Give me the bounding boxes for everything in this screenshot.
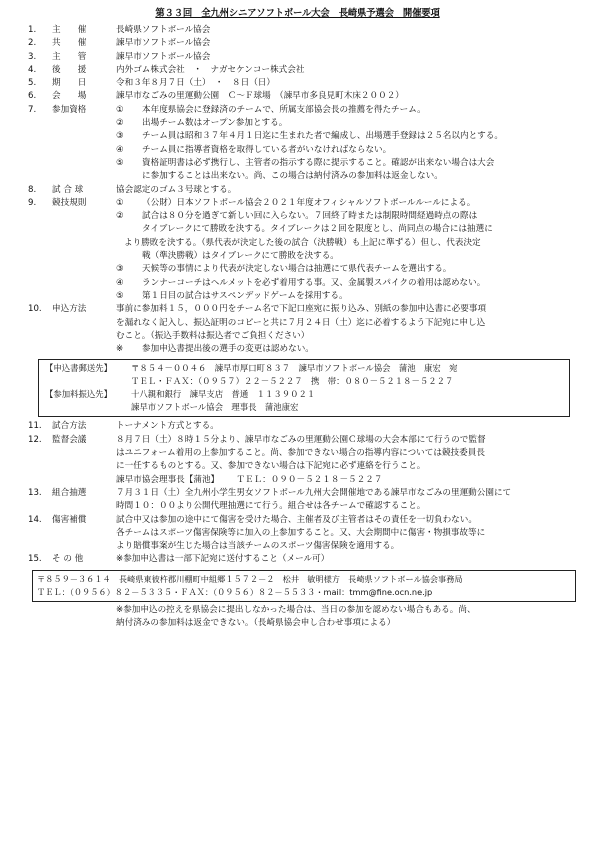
- item-number: 9.: [28, 197, 37, 208]
- item-injury-compensation: [28, 514, 580, 527]
- item-dates: [28, 77, 580, 90]
- item-value: ８月７日（土）８時１５分より、諫早市なごみの里運動公園Ｃ球場の大会本部にて行うので監督: [116, 434, 486, 445]
- item-value: に一任するものとする。又、参加できない場合は下記宛に必ず連絡を行うこと。: [116, 461, 426, 472]
- item-value: を漏れなく記入し、振込証明のコピーと共に７月２４日（土）迄に必着するよう下記宛に申し込: [116, 317, 486, 328]
- list-marker: ⑤: [116, 290, 124, 301]
- list-text: 天候等の事情により代表が決定しない場合は抽選にて県代表チームを選出する。: [142, 264, 452, 275]
- list-marker: ③: [116, 264, 124, 275]
- list-text: に参加することは出来ない。尚、この場合は納付済みの参加料は返金しない。: [142, 171, 443, 182]
- note-marker: ※: [116, 344, 124, 355]
- list-text: ランナーコーチはヘルメットを必ず着用する事。又、金属製スパイクの着用は認めない。: [142, 277, 486, 288]
- bank-row: [45, 388, 563, 401]
- list-text: チーム員は昭和３７年４月１日迄に生まれた者で編成し、出場選手登録は２５名以内とする。: [142, 131, 503, 142]
- item-value: 各チームはスポーツ傷害保険等に加入の上参加すること。又、大会期間中に傷害・物損事故等に: [116, 527, 486, 538]
- contact-phone: ＴＥＬ：０９０－５２１８－５２２７: [236, 474, 383, 485]
- item-rules: [28, 197, 580, 210]
- list-marker: ③: [116, 131, 124, 142]
- item-managers-meeting: [28, 434, 580, 447]
- item-game-format: [28, 420, 580, 433]
- list-text: 資格証明書は必ず携行し、主管者の指示する際に提示すること。確認が出来ない場合は大会: [142, 157, 495, 168]
- item-continuation: [28, 540, 580, 553]
- item-label: 監督会議: [52, 434, 87, 445]
- item-game-ball: [28, 184, 580, 197]
- list-item: [28, 290, 580, 303]
- item-value: 諫早市ソフトボール協会: [116, 38, 211, 49]
- note-marker: ※: [116, 554, 124, 565]
- item-number: 1.: [28, 25, 37, 35]
- item-number: 2.: [28, 38, 37, 49]
- note-text: 参加申込の控えを県協会に提出しなかった場合は、当日の参加を認めない場合もある。尚、: [123, 604, 476, 615]
- item-value: 諫早市なごみの里運動公園 Ｃ～Ｆ球場 （諫早市多良見町木床２００２）: [116, 91, 404, 102]
- item-label: 後 援: [52, 64, 87, 75]
- phone-row: [45, 375, 563, 388]
- secretariat-box: [32, 570, 576, 602]
- list-text: チーム員に指導者資格を取得している者がいなければならない。: [142, 144, 392, 155]
- contact-name: 諫早市協会理事長【蒲池】: [116, 474, 220, 485]
- contact-line: [116, 474, 580, 487]
- list-item: [28, 277, 580, 290]
- list-item: [28, 117, 580, 130]
- list-item: [28, 157, 580, 170]
- list-item: [28, 263, 580, 276]
- note-text: 参加申込書提出後の選手の変更は認めない。: [142, 344, 314, 355]
- list-text: 試合は８０分を過ぎて新しい回に入らない。７回終了時または制限時間経過時点の際は: [142, 211, 478, 222]
- mailing-address-label: 【申込書郵送先】: [45, 363, 112, 374]
- item-label: 参加資格: [52, 104, 87, 115]
- item-other: [28, 553, 580, 566]
- item-label: そ の 他: [52, 554, 84, 565]
- list-marker: ①: [116, 104, 124, 115]
- item-value: 諫早市ソフトボール協会: [116, 51, 211, 62]
- list-item: [28, 210, 580, 223]
- item-label: 期 日: [52, 78, 87, 89]
- item-number: 10.: [28, 304, 42, 315]
- list-text: 出場チーム数はオープン参加とする。: [142, 118, 288, 129]
- note-text: 参加申込書は一部下記宛に送付すること（メール可）: [123, 554, 330, 565]
- phone-fax: ＴＥＬ・ＦＡＸ：（０９５７）２２－５２２７ 携 帯：０８０－５２１８－５２２７: [131, 376, 454, 387]
- item-number: 11.: [28, 421, 42, 432]
- item-value: 内外ゴム株式会社 ・ ナガセケンコー株式会社: [116, 64, 305, 75]
- item-label: 共 催: [52, 38, 87, 49]
- document-body: [28, 24, 580, 630]
- item-cosponsor: [28, 37, 580, 50]
- item-continuation: [28, 527, 580, 540]
- footer-note-continuation: [28, 617, 580, 630]
- item-value: 令和３年８月７日（土） ・ ８日（日）: [116, 78, 275, 89]
- item-number: 7.: [28, 104, 37, 115]
- document-title: 第３３回 全九州シニアソフトボール大会 長崎県予選会 開催要項: [155, 8, 440, 19]
- item-value: [116, 553, 580, 566]
- item-eligibility: [28, 104, 580, 117]
- list-item: [28, 130, 580, 143]
- item-continuation: [28, 330, 580, 343]
- item-continuation: [28, 500, 580, 513]
- item-continuation: [28, 460, 580, 473]
- item-label: 主 管: [52, 51, 87, 62]
- item-label: 申込方法: [52, 304, 87, 315]
- item-value: 事前に参加料１５，０００円をチーム名で下記口座宛に振り込み、別紙の参加申込書に必要事項: [116, 304, 487, 315]
- item-continuation: [28, 317, 580, 330]
- item-value: 長崎県ソフトボール協会: [116, 25, 211, 35]
- item-label: 主 催: [52, 25, 87, 35]
- item-number: 13.: [28, 487, 42, 498]
- item-label: 会 場: [52, 91, 87, 102]
- list-item-continuation: [28, 250, 580, 263]
- item-continuation: [28, 447, 580, 460]
- item-value: 試合中又は参加の途中にて傷害を受けた場合、主催者及び主管者はその責任を一切負わない。: [116, 514, 477, 525]
- item-number: 6.: [28, 91, 37, 102]
- list-text: 戦（準決勝戦）はタイブレークにて勝敗を決する。: [142, 251, 339, 262]
- item-number: 8.: [28, 184, 37, 195]
- list-text: タイブレークにて勝敗を決する。タイブレークは２回を限度とし、尚同点の場合には抽選に: [142, 224, 493, 235]
- list-marker: ④: [116, 144, 124, 155]
- item-number: 4.: [28, 64, 37, 75]
- item-venue: [28, 90, 580, 103]
- item-label: 傷害補償: [52, 514, 87, 525]
- list-text: より勝敗を決する。（県代表が決定した後の試合（決勝戦）も上記に準ずる）但し、代表決定: [124, 237, 481, 248]
- application-info-box: [38, 359, 570, 417]
- list-text: 第１日目の試合はサスペンデッドゲームを採用する。: [142, 290, 348, 301]
- bank-account: 十八親和銀行 諫早支店 普通 １１３９０２１: [131, 389, 316, 400]
- item-value: より賠償事案が生じた場合は当該チームのスポーツ傷害保険を適用する。: [116, 541, 400, 552]
- note-text: 納付済みの参加料は返金できない。（長崎県協会申し合わせ事項による）: [116, 617, 396, 628]
- item-label: 組合抽選: [52, 487, 87, 498]
- item-number: 3.: [28, 51, 37, 62]
- list-marker: ②: [116, 118, 124, 129]
- item-support: [28, 64, 580, 77]
- item-number: 14.: [28, 514, 42, 525]
- item-value: むこと。（振込手数料は振込者でご負担ください）: [116, 330, 310, 341]
- item-label: 競技規則: [52, 197, 87, 208]
- item-management: [28, 51, 580, 64]
- mailing-address: 〒８５４－００４６ 諫早市厚口町８３７ 諫早市ソフトボール協会 蒲池 康宏 宛: [131, 363, 458, 374]
- item-label: 試合方法: [52, 421, 87, 432]
- secretariat-address: 〒８５９－３６１４ 長崎県東彼杵郡川棚町中組郷１５７２－２ 松井 敏明様方 長崎県ソフトボール協会事務局: [37, 573, 463, 584]
- item-note: [28, 343, 580, 356]
- list-text: （公財）日本ソフトボール協会２０２１年度オフィシャルソフトボールルールによる。: [142, 197, 476, 208]
- bank-transfer-label: 【参加料振込先】: [45, 389, 112, 400]
- mailing-address-row: [45, 362, 563, 375]
- item-draw: [28, 487, 580, 500]
- list-marker: ②: [116, 211, 124, 222]
- item-contact: [28, 474, 580, 487]
- item-number: 12.: [28, 434, 42, 445]
- item-value: トーナメント方式とする。: [116, 421, 219, 432]
- secretariat-contact: ＴＥＬ：（０９５６）８２－５３３５・ＦＡＸ：（０９５６）８２－５５３３・mail：tmm@fine.ocn.ne.jp: [37, 586, 433, 597]
- item-number: 15.: [28, 554, 42, 565]
- item-label: 試 合 球: [52, 184, 84, 195]
- list-marker: ④: [116, 277, 124, 288]
- note-marker: ※: [116, 604, 124, 615]
- account-holder: 諫早市ソフトボール協会 理事長 蒲池康宏: [131, 402, 299, 413]
- item-value: 協会認定のゴム３号球とする。: [116, 184, 237, 195]
- list-item-continuation: [28, 170, 580, 183]
- list-item-continuation: [28, 223, 580, 236]
- footer-note-text: [116, 604, 580, 617]
- list-marker: ①: [116, 197, 124, 208]
- account-holder-row: [45, 401, 563, 414]
- item-value: はユニフォーム着用の上参加すること。尚、参加できない場合の指導内容については競技委員長: [116, 448, 485, 459]
- list-text: 本年度県協会に登録済のチームで、所属支部協会長の推薦を得たチーム。: [142, 104, 426, 115]
- item-value: ７月３１日（土）全九州小学生男女ソフトボール九州大会開催地である諫早市なごみの里運動公園にて: [116, 487, 512, 498]
- list-item: [28, 144, 580, 157]
- item-organizer: [28, 24, 580, 37]
- item-application-method: [28, 303, 580, 316]
- list-item-continuation: [28, 237, 580, 250]
- item-number: 5.: [28, 78, 37, 89]
- list-marker: ⑤: [116, 157, 124, 168]
- item-value: 時間１０：００より公開代理抽選にて行う。組合せは各チームで確認すること。: [116, 501, 426, 512]
- footer-note: [28, 604, 580, 617]
